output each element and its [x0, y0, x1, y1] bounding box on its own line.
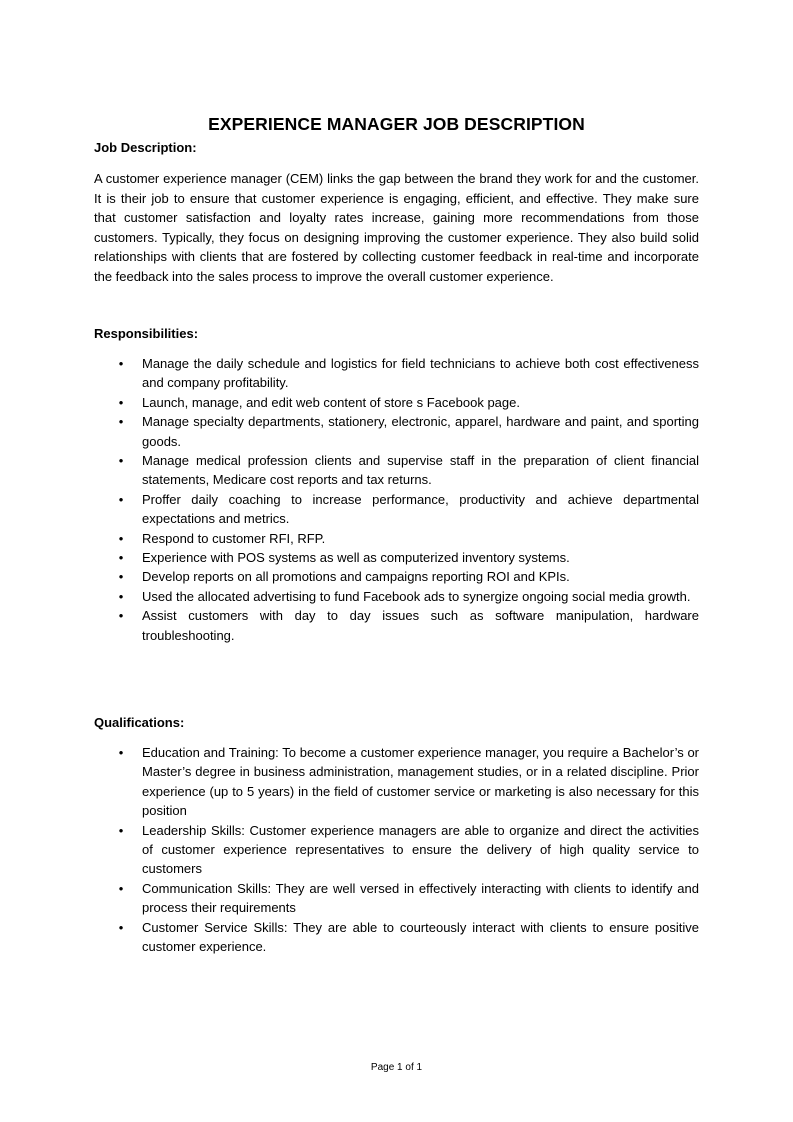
list-item-text: Leadership Skills: Customer experience managers are able to organize and direct the activities of customer experience representatives to ensure the delivery of high quality service to customers — [142, 822, 699, 877]
list-item — [94, 548, 699, 567]
bullet-icon: • — [118, 530, 124, 546]
list-item-text: Customer Service Skills: They are able to courteously interact with clients to ensure positive customer experience. — [142, 919, 699, 955]
list-item-text: Experience with POS systems as well as computerized inventory systems. — [142, 550, 570, 566]
list-item — [94, 451, 699, 490]
bullet-icon: • — [118, 588, 124, 604]
qualifications-heading: Qualifications: — [94, 715, 185, 730]
list-item-text: Respond to customer RFI, RFP. — [142, 530, 326, 546]
bullet-icon: • — [118, 550, 124, 566]
responsibilities-list — [94, 354, 699, 645]
list-item-text: Manage the daily schedule and logistics for field technicians to achieve both cost effectiveness and company profitability. — [142, 356, 699, 391]
list-item — [94, 354, 699, 393]
job-description-heading: Job Description: — [94, 140, 197, 155]
list-item — [94, 567, 699, 586]
bullet-icon: • — [118, 608, 124, 624]
list-item-text: Manage medical profession clients and supervise staff in the preparation of client financial statements, Medicare cost reports and tax returns. — [142, 453, 699, 488]
list-item-text: Manage specialty departments, stationery, electronic, apparel, hardware and paint, and sporting goods. — [142, 414, 699, 449]
bullet-icon: • — [118, 880, 124, 896]
list-item-text: Proffer daily coaching to increase performance, productivity and achieve departmental expectations and metrics. — [142, 491, 699, 527]
list-item — [94, 918, 699, 957]
list-item — [94, 393, 699, 412]
bullet-icon: • — [118, 569, 124, 585]
list-item — [94, 529, 699, 548]
responsibilities-heading: Responsibilities: — [94, 326, 199, 341]
document-title: EXPERIENCE MANAGER JOB DESCRIPTION — [208, 114, 585, 134]
bullet-icon: • — [118, 356, 124, 371]
list-item — [94, 490, 699, 529]
job-description-paragraph: A customer experience manager (CEM) links the gap between the brand they work for and the customer. It is their job to ensure that customer experience is engaging, efficient, and effective. They make sure that customer satisfaction and loyalty rates increase, gaining more recommendations from those customers. Typically, they focus on designing improving the customer experience. They also build solid relationships with clients that are fostered by collecting customer feedback in real-time and incorporate the feedback into the sales process to improve the overall customer experience. — [94, 171, 699, 284]
list-item-text: Education and Training: To become a customer experience manager, you require a Bachelor’s or Master’s degree in business administration, management studies, or in a related discipline. Prior experience (up to 5 years) in the field of customer service or marketing is also necessary for this position — [142, 745, 699, 819]
list-item-text: Develop reports on all promotions and campaigns reporting ROI and KPIs. — [142, 569, 570, 585]
bullet-icon: • — [118, 745, 124, 760]
page-number: Page 1 of 1 — [370, 1062, 423, 1073]
bullet-icon: • — [118, 453, 124, 469]
bullet-icon: • — [118, 414, 124, 430]
list-item-text: Launch, manage, and edit web content of store s Facebook page. — [142, 394, 520, 410]
list-item-text: Communication Skills: They are well versed in effectively interacting with clients to identify and process their requirements — [142, 880, 699, 916]
list-item — [94, 412, 699, 451]
bullet-icon: • — [118, 822, 124, 838]
list-item — [94, 821, 699, 879]
list-item-text: Used the allocated advertising to fund Facebook ads to synergize ongoing social media growth. — [142, 588, 691, 604]
list-item — [94, 879, 699, 918]
list-item — [94, 606, 699, 645]
bullet-icon: • — [118, 491, 124, 507]
list-item — [94, 743, 699, 821]
bullet-icon: • — [118, 919, 124, 935]
qualifications-list — [94, 743, 699, 956]
bullet-icon: • — [118, 394, 124, 410]
list-item — [94, 587, 699, 606]
list-item-text: Assist customers with day to day issues such as software manipulation, hardware troubleshooting. — [142, 608, 699, 643]
